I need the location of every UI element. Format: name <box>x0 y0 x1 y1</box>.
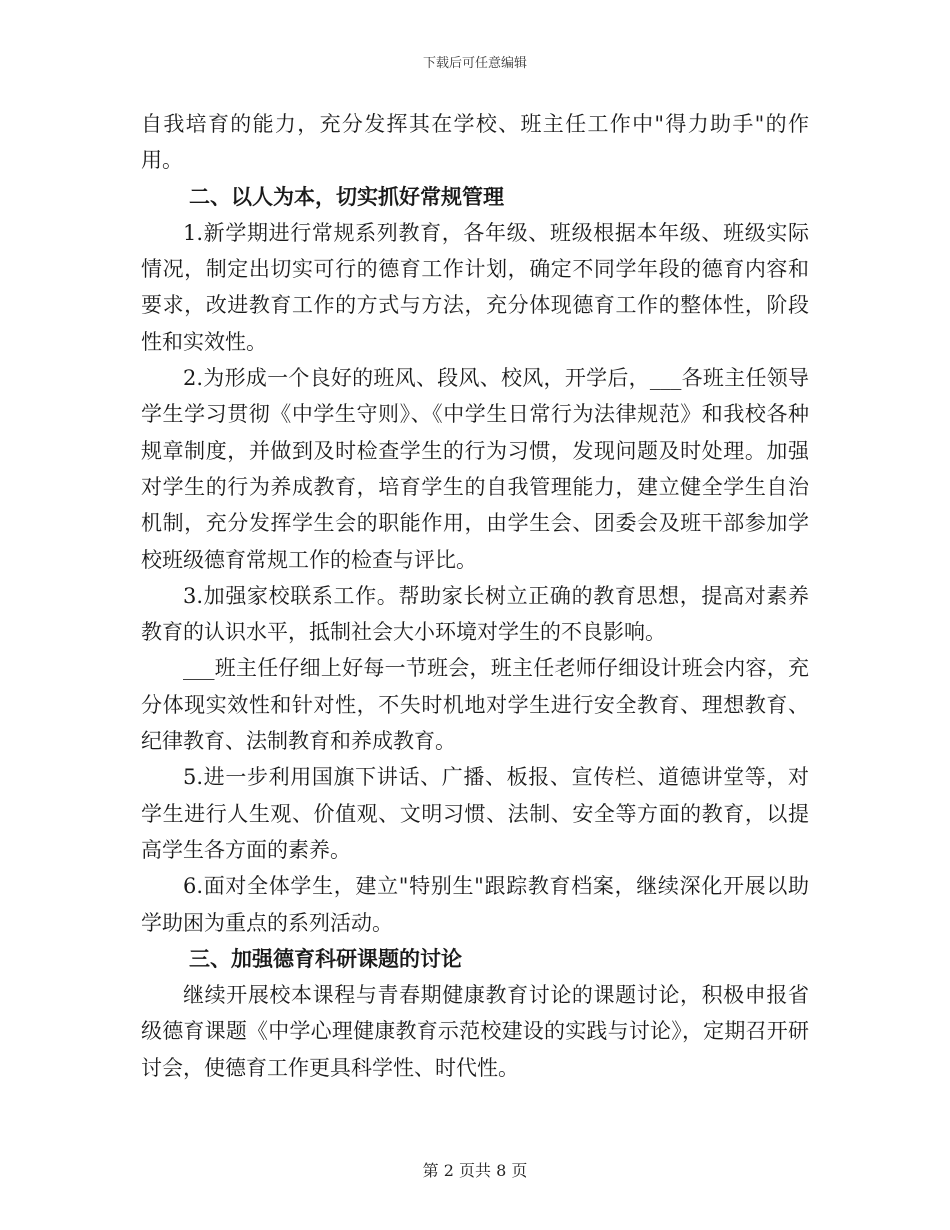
section-heading-2: 二、以人为本，切实抓好常规管理 <box>189 184 504 209</box>
paragraph-item-6: 6.面对全体学生，建立"特别生"跟踪教育档案，继续深化开展以助学助困为重点的系列活动。 <box>141 874 809 935</box>
paragraph-research: 继续开展校本课程与青春期健康教育讨论的课题讨论，积极申报省级德育课题《中学心理健康教育示范校建设的实践与讨论》，定期召开研讨会，使德育工作更具科学性、时代性。 <box>141 983 809 1080</box>
paragraph-continued: 自我培育的能力，充分发挥其在学校、班主任工作中"得力助手"的作用。 <box>141 112 809 173</box>
page-number: 第 2 页共 8 页 <box>422 1161 528 1180</box>
paragraph-item-2: 2.为形成一个良好的班风、段风、校风，开学后，___各班主任领导学生学习贯彻《中学生守则》、《中学生日常行为法律规范》和我校各种规章制度，并做到及时检查学生的行为习惯，发现问题及时处理。加强对学生的行为养成教育，培育学生的自我管理能力，建立健全学生自治机制，充分发挥学生会的职能作用，由学生会、团委会及班干部参加学校班级德育常规工作的检查与评比。 <box>141 366 809 572</box>
document-body <box>141 106 809 1086</box>
paragraph-item-1: 1.新学期进行常规系列教育，各年级、班级根据本年级、班级实际情况，制定出切实可行的德育工作计划，确定不同学年段的德育内容和要求，改进教育工作的方式与方法，充分体现德育工作的整体性，阶段性和实效性。 <box>141 220 809 354</box>
page-header: 下载后可任意编辑 <box>422 56 527 71</box>
paragraph-item-4: ___班主任仔细上好每一节班会，班主任老师仔细设计班会内容，充分体现实效性和针对性，不失时机地对学生进行安全教育、理想教育、纪律教育、法制教育和养成教育。 <box>141 656 809 754</box>
section-heading-3: 三、加强德育科研课题的讨论 <box>189 946 462 971</box>
paragraph-item-3: 3.加强家校联系工作。帮助家长树立正确的教育思想，提高对素养教育的认识水平，抵制社会大小环境对学生的不良影响。 <box>141 583 809 645</box>
paragraph-item-5: 5.进一步利用国旗下讲话、广播、板报、宣传栏、道德讲堂等，对学生进行人生观、价值观、文明习惯、法制、安全等方面的教育，以提高学生各方面的素养。 <box>141 765 809 862</box>
